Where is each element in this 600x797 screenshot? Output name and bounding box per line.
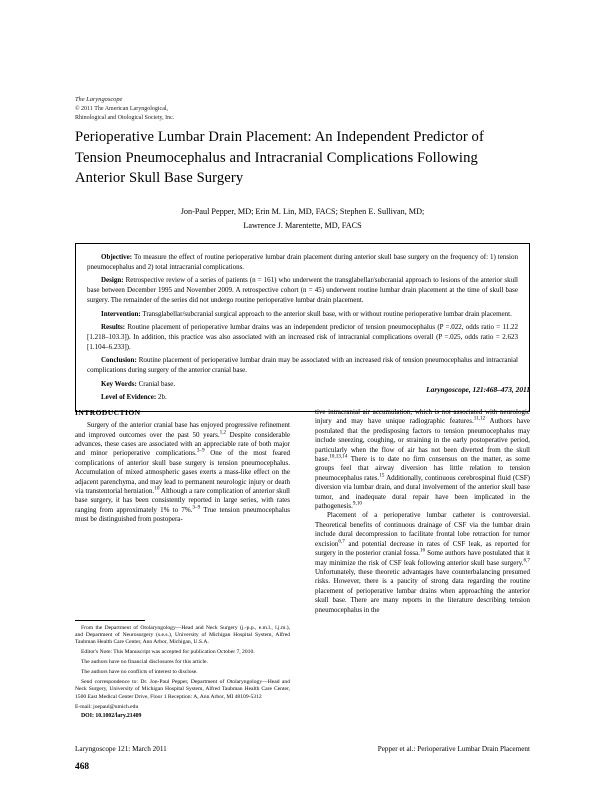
footnote-disclosures: The authors have no financial disclosures for this article. xyxy=(81,659,208,666)
body-right-1-a: tive intracranial air accumulation, which is not associated with neurologic injury and may have unique radiographic features. xyxy=(315,408,530,426)
abstract-intervention-text: Transglabellar/subcranial surgical approach to the anterior skull base, with or without routine perioperative lumbar drain placement. xyxy=(140,309,512,318)
abstract-results xyxy=(87,323,518,353)
page-number: 468 xyxy=(75,762,90,772)
citation-superscript: 15 xyxy=(379,472,385,479)
body-paragraph-right-1 xyxy=(315,408,530,511)
copyright-line-2: Rhinological and Otological Society, Inc. xyxy=(75,115,175,122)
body-paragraph-right-2 xyxy=(315,511,530,614)
abstract-design-text: Retrospective review of a series of patients (n = 161) who underwent the transglabellar/subcranial approach to lesions of the anterior skull base between December 1995 and November 2009. A retrospective cohort (n = 45) underwent routine lumbar drain placement at the time of skull base surgery. The remainder of the series did not undergo routine perioperative lumbar drain placement. xyxy=(87,276,518,305)
abstract-conclusion-label: Conclusion: xyxy=(101,356,137,365)
abstract-design xyxy=(87,276,518,306)
body-left-1-b: Despite considerable advances, these cases are associated with an appreciable rate of both major and minor perioperative complications. xyxy=(75,430,290,458)
abstract-evidence-label: Level of Evidence: xyxy=(101,393,157,402)
citation-superscript: 6,7 xyxy=(338,538,345,545)
body-right-1-b: Authors have postulated that the predisposing factors to tension pneumocephalus may include sneezing, coughing, or straining in the early postoperative period, particularly when the flow of air has not been diverted from the skull base. xyxy=(315,417,530,464)
abstract-results-label: Results: xyxy=(101,323,126,332)
doi-line[interactable]: DOI: 10.1002/lary.21409 xyxy=(81,713,142,720)
footnote-editors-note: Editor's Note: This Manuscript was accepted for publication October 7, 2010. xyxy=(81,649,255,656)
citation-superscript: 10 xyxy=(154,485,160,492)
abstract-intervention xyxy=(87,310,518,320)
footnote-email: E-mail: joepaul@umich.edu xyxy=(75,703,139,710)
citation-superscript: 6,7 xyxy=(523,557,530,564)
body-right-2-c: Some authors have postulated that it may minimize the risk of CSF leak following anterior skull base surgery. xyxy=(315,549,530,567)
abstract-evidence xyxy=(87,393,518,403)
citation-superscript: 16 xyxy=(419,547,426,554)
author-line-2: Lawrence J. Marentette, MD, FACS xyxy=(243,221,362,231)
abstract-objective-label: Objective: xyxy=(101,253,133,261)
citation-line: Laryngoscope, 121:468–473, 2011 xyxy=(426,385,530,394)
page-title: Perioperative Lumbar Drain Placement: An Independent Predictor of Tension Pneumocephalus and Intracranial Complications Following Anterior Skull Base Surgery xyxy=(75,129,484,187)
abstract-keywords-text: Cranial base. xyxy=(136,379,176,388)
abstract-intervention-label: Intervention: xyxy=(101,309,141,318)
body-right-2-d: Unfortunately, these theoretic advantages have counterbalancing presumed risks. However, there is a paucity of strong data regarding the routine placement of perioperative lumbar drains when approaching the anterior skull base. There are many reports in the literature describing tension pneumocephalus in the xyxy=(315,567,530,614)
masthead xyxy=(75,95,335,124)
citation-superscript: 3–9 xyxy=(196,448,205,455)
abstract-results-text: Routine placement of perioperative lumbar drains was an independent predictor of tension pneumocephalus (P =.022, odds ratio = 11.22 [1.218–103.3]). In addition, this practice was also associated with an increased risk of intracranial complications overall (P =.025, odds ratio = 2.623 [1.104–6.233]). xyxy=(87,323,518,351)
abstract-keywords-label: Key Words: xyxy=(101,379,137,388)
abstract-conclusion-text: Routine placement of perioperative lumbar drain may be associated with an increased risk of tension pneumocephalus and intracranial complications during surgery of the anterior cranial base. xyxy=(87,356,518,375)
body-column-left xyxy=(75,408,290,525)
footnote-affiliation: From the Department of Otolaryngology—Head and Neck Surgery (j.-p.p., e.m.l., l.j.m.), and Department of Neurosurgery (s.e.s.), University of Michigan Hospital System, Alfred Taubman Health Care Center, Ann Arbor, Michigan, U.S.A. xyxy=(75,624,290,646)
section-heading-introduction: INTRODUCTION xyxy=(75,408,141,417)
body-right-2-a: Placement of a perioperative lumbar catheter is controversial. Theoretical benefits of continuous drainage of CSF via the lumbar drain include dural decompression to facilitate frontal lobe retraction for tumor excision xyxy=(315,511,530,548)
body-left-1-a: Surgery of the anterior cranial base has enjoyed progressive refinement and improved outcomes over the past 50 years. xyxy=(75,421,290,439)
citation-superscript: 3–9 xyxy=(192,504,201,511)
body-right-1-c: There is to date no firm consensus on the matter, as some groups feel that airway diversion has little relation to tension pneumocephalus rates. xyxy=(315,455,530,482)
author-list xyxy=(75,205,530,234)
body-left-1-d: Although a rare complication of anterior skull base surgery, it has been consistently reported in large series, with rates ranging from approximately 1% to 7%. xyxy=(75,487,290,514)
abstract-design-label: Design: xyxy=(101,276,124,285)
footer-running-title: Pepper et al.: Perioperative Lumbar Drain Placement xyxy=(377,745,530,753)
body-left-1-c: One of the most feared complications of anterior skull base surgery is tension pneumocephalus. Accumulation of mixed atmospheric gases exerts a mass-like effect on the adjacent parenchyma, and may lead to permanent neurologic injury or death via transtentorial herniation. xyxy=(75,449,290,496)
citation-superscript: 1,2 xyxy=(219,429,227,436)
body-right-2-b: and potential decrease in rates of CSF leak, as reported for surgery in the posterior cranial fossa. xyxy=(315,539,530,558)
citation-superscript: 9,10 xyxy=(352,500,362,507)
copyright-line-1: © 2011 The American Laryngological, xyxy=(75,105,169,112)
abstract-objective-text: To measure the effect of routine perioperative lumbar drain placement during anterior skull base surgery on the frequency of: 1) tension pneumocephalus and 2) total intracranial complications. xyxy=(87,253,518,271)
author-line-1: Jon-Paul Pepper, MD; Erin M. Lin, MD, FACS; Stephen E. Sullivan, MD; xyxy=(180,207,425,216)
citation-superscript: 11,12 xyxy=(473,416,486,423)
journal-name: The Laryngoscope xyxy=(75,96,123,103)
footnote-correspondence: Send correspondence to: Dr. Jon-Paul Pepper, Department of Otolaryngology—Head and Neck Surgery, University of Michigan Hospital System, Alfred Taubman Health Care Center, 1500 East Medical Center Drive, Floor 1 Reception: A, Ann Arbor, MI 48109-5312 xyxy=(75,678,290,700)
abstract-conclusion xyxy=(87,356,518,376)
abstract-evidence-text: 2b. xyxy=(156,393,167,402)
citation-superscript: 10,13,14 xyxy=(329,453,348,460)
page-footer xyxy=(75,745,530,753)
abstract-objective xyxy=(87,253,518,273)
body-right-1-d: Additionally, continuous cerebrospinal fluid (CSF) diversion via lumbar drain, and dural involvement of the anterior skull base tumor, and inadequate dural repair have been implicated in the pathogenesis. xyxy=(315,473,530,511)
footnote-conflicts: The authors have no conflicts of interest to disclose. xyxy=(81,669,198,676)
body-column-right xyxy=(315,408,530,615)
body-paragraph-left-1 xyxy=(75,421,290,524)
footnotes xyxy=(75,620,290,724)
body-left-1-e: True tension pneumocephalus must be distinguished from postopera- xyxy=(75,505,290,524)
footnote-rule xyxy=(75,620,145,621)
footer-journal-issue: Laryngoscope 121: March 2011 xyxy=(75,745,167,753)
